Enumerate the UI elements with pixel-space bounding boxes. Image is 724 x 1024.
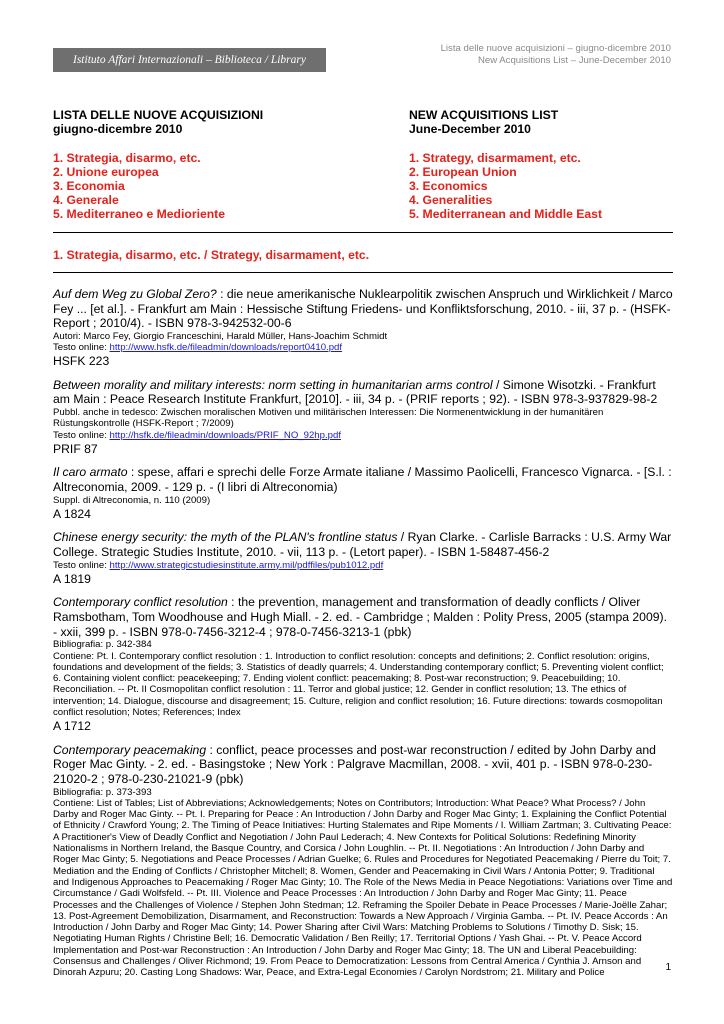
citation	[53, 378, 673, 407]
entry-title: Between morality and military interests: norm setting in humanitarian arms control	[53, 377, 493, 392]
list-subtitle	[441, 43, 671, 67]
italian-title: LISTA DELLE NUOVE ACQUISIZIONI	[53, 108, 264, 122]
list-item	[53, 743, 673, 979]
list-item	[53, 378, 673, 457]
entry-description: / Ryan Clarke. - Carlisle Barracks : U.S. Army War College. Strategic Studies Institute, 2010. - vii, 113 p. - (Letort paper). - ISBN 1-58487-456-2	[53, 530, 672, 560]
index-item-strategy[interactable]: 1. Strategy, disarmament, etc.	[409, 151, 581, 165]
shelf-mark: HSFK 223	[53, 354, 110, 369]
italian-title-block	[53, 108, 263, 136]
entry-description: : spese, affari e sprechi delle Forze Armate italiane / Massimo Paolicelli, Francesco Vignarca. - [S.l. : Altreconomia, 2009. - 129 p. - (I libri di Altreconomia)	[53, 465, 672, 495]
citation	[53, 465, 673, 494]
italian-section-index	[53, 151, 225, 221]
list-item	[53, 287, 673, 369]
divider-top	[53, 232, 673, 233]
contents-note: Contiene: List of Tables; List of Abbreviations; Acknowledgements; Notes on Contributors; Introduction: What Peace? What Process? / John Darby and Roger Mac Ginty. -- Pt. I. Preparing for Peace : An Introduction / John Darby and Roger Mac Ginty; 1. Explaining the Conflict Potential of Ethnicity / Crawford Young; 2. The Timing of Peace Initiatives: Hurting Stalemates and Ripe Moments / I. William Zartman; 3. Cultivating Peace: A Practitioner's View of Deadly Conflict and Negotiation / John Paul Lederach; 4. New Contexts for Political Solutions: Redefining Minority Nationalisms in Northern Ireland, the Basque Country, and Corsica / John Loughlin. -- Pt. II. Negotiations : An Introduction / John Darby and Roger Mac Ginty; 5. Negotiations and Peace Processes / Adrian Guelke; 6. Rules and Procedures for Negotiated Peacemaking / Pierre du Toit; 7. Mediation and the Ending of Conflicts / Christopher Mitchell; 8. Women, Gender and Peacemaking in Civil Wars / Antonia Potter; 9. Traditional and Indigenous Approaches to Peacemaking / Roger Mac Ginty; 10. The Role of the News Media in Peace Negotiations: Variations over Time and Circumstance / Gadi Wolfsfeld. -- Pt. III. Violence and Peace Processes : An Introduction / John Darby and Roger Mac Ginty; 11. Peace Processes and the Challenges of Violence / Stephen John Stedman; 12. Reframing the Spoiler Debate in Peace Processes / Marie-Joëlle Zahar; 13. Post-Agreement Demobilization, Disarmament, and Reconstruction: Towards a New Approach / Virginia Gamba. -- Pt. IV. Peace Accords : An Introduction / John Darby and Roger Mac Ginty; 14. Power Sharing after Civil Wars: Matching Problems to Solutions / Timothy D. Sisk; 15. Negotiating Human Rights / Christine Bell; 16. Democratic Validation / Ben Reilly; 17. Territorial Options / Yash Ghai. -- Pt. V. Peace Accord Implementation and Post-war Reconstruction : An Introduction / John Darby and Roger Mac Ginty; 18. The UN and Liberal Peacebuilding: Consensus and Challenges / Oliver Richmond; 19. From Peace to Democratization: Lessons from Central America / Cynthia J. Arnson and Dinorah Azpuru; 20. Casting Long Shadows: War, Peace, and Extra-Legal Economies / Carolyn Nordstrom; 21. Military and Police	[53, 797, 673, 979]
index-item-economics[interactable]: 3. Economics	[409, 179, 488, 193]
citation	[53, 287, 673, 331]
subtitle-italian: Lista delle nuove acquisizioni – giugno-dicembre 2010	[440, 43, 671, 54]
entry-description: : die neue amerikanische Nuklearpolitik zwischen Anspruch und Wirklichkeit / Marco Fey ... [et al.]. - Frankfurt am Main : Hessische Stiftung Friedens- und Konfliktsforschung, 2010. - iii, 37 p. - (HSFK-Report ; 2010/4). - ISBN 978-3-942532-00-6	[53, 287, 673, 331]
entry-title: Auf dem Weg zu Global Zero?	[53, 287, 217, 301]
entries-list	[53, 287, 673, 988]
page-number: 1	[665, 962, 671, 973]
index-item-strategia[interactable]: 1. Strategia, disarmo, etc.	[53, 151, 201, 165]
shelf-mark: PRIF 87	[53, 441, 98, 456]
online-text	[53, 560, 673, 571]
entry-title: Contemporary peacemaking	[53, 742, 207, 757]
entry-note: Autori: Marco Fey, Giorgio Franceschini, Harald Müller, Hans-Joachim Schmidt	[53, 330, 388, 342]
online-link[interactable]: http://www.strategicstudiesinstitute.army.mil/pdffiles/pub1012.pdf	[109, 559, 384, 571]
english-period: June-December 2010	[409, 122, 531, 136]
contents-note: Contiene: Pt. I. Contemporary conflict resolution : 1. Introduction to conflict resolution: concepts and definitions; 2. Conflict resolution: origins, foundations and development of the fields; 3. Statistics of deadly quarrels; 4. Understanding contemporary conflict; 5. Preventing violent conflict; 6. Containing violent conflict: peacekeeping; 7. Ending violent conflict: peacemaking; 8. Post-war reconstruction; 9. Peacebuilding; 10. Reconciliation. -- Pt. II Cosmopolitan conflict resolution : 11. Terror and global justice; 12. Gender in conflict resolution; 13. The ethics of intervention; 14. Dialogue, discourse and disagreement; 15. Culture, religion and conflict resolution; 16. Future directions: towards cosmopolitan conflict resolution; Notes; References; Index	[53, 650, 664, 718]
online-link[interactable]: http://www.hsfk.de/fileadmin/downloads/report0410.pdf	[109, 342, 343, 354]
online-text	[53, 342, 673, 353]
english-title-block	[409, 108, 558, 136]
library-header-band: Istituto Affari Internazionali – Biblioteca / Library	[53, 48, 326, 72]
list-item	[53, 530, 673, 586]
bibliography-note: Bibliografia: p. 373-393	[53, 786, 152, 798]
citation	[53, 743, 673, 787]
entry-description: / Simone Wisotzki. - Frankfurt am Main : Peace Research Institute Frankfurt, [2010]. - iii, 34 p. - (PRIF reports ; 92). - ISBN 978-3-937829-98-2	[53, 377, 658, 407]
index-item-mediterranean[interactable]: 5. Mediterranean and Middle East	[409, 207, 603, 221]
list-item	[53, 595, 673, 733]
entry-note: Suppl. di Altreconomia, n. 110 (2009)	[53, 494, 211, 506]
online-label: Testo online:	[53, 429, 110, 441]
index-item-european-union[interactable]: 2. European Union	[409, 165, 517, 179]
list-item	[53, 465, 673, 521]
shelf-mark: A 1712	[53, 719, 91, 734]
index-item-mediterraneo[interactable]: 5. Mediterraneo e Medioriente	[53, 207, 226, 221]
entry-note: Pubbl. anche in tedesco: Zwischen moralischen Motiven und militärischen Interessen: Die Normenentwicklung in der humanitären Rüstungskontrolle (HSFK-Report ; 7/2009)	[53, 407, 604, 430]
online-label: Testo online:	[53, 342, 110, 354]
divider-section	[53, 272, 673, 273]
index-item-generalities[interactable]: 4. Generalities	[409, 193, 493, 207]
bibliography-note: Bibliografia: p. 342-384	[53, 639, 152, 651]
english-title: NEW ACQUISITIONS LIST	[409, 108, 559, 122]
online-label: Testo online:	[53, 559, 110, 571]
subtitle-english: New Acquisitions List – June-December 2010	[477, 55, 671, 66]
citation	[53, 530, 673, 559]
shelf-mark: A 1824	[53, 506, 91, 521]
entry-title: Il caro armato	[53, 465, 128, 480]
entry-description: : conflict, peace processes and post-war reconstruction / edited by John Darby and Roger Mac Ginty. - 2. ed. - Basingstoke ; New York : Palgrave Macmillan, 2008. - xvii, 401 p. - ISBN 978-0-230-21020-2 ; 978-0-230-21021-9 (pbk)	[53, 742, 656, 786]
english-section-index	[409, 151, 602, 221]
index-item-economia[interactable]: 3. Economia	[53, 179, 125, 193]
entry-description: : the prevention, management and transformation of deadly conflicts / Oliver Ramsbotham, Tom Woodhouse and Hugh Miall. - 2. ed. - Cambridge ; Malden : Polity Press, 2005 (stampa 2009). - xxii, 399 p. - ISBN 978-0-7456-3212-4 ; 978-0-7456-3213-1 (pbk)	[53, 595, 667, 639]
citation	[53, 595, 673, 639]
section-heading: 1. Strategia, disarmo, etc. / Strategy, disarmament, etc.	[53, 248, 370, 262]
shelf-mark: A 1819	[53, 571, 91, 586]
entry-title: Contemporary conflict resolution	[53, 595, 228, 610]
online-text	[53, 430, 673, 441]
index-item-generale[interactable]: 4. Generale	[53, 193, 119, 207]
online-link[interactable]: http://hsfk.de/fileadmin/downloads/PRIF_NO_92hp.pdf	[109, 429, 341, 441]
italian-period: giugno-dicembre 2010	[53, 122, 183, 136]
index-item-unione-europea[interactable]: 2. Unione europea	[53, 165, 159, 179]
entry-title: Chinese energy security: the myth of the PLAN's frontline status	[53, 530, 398, 545]
